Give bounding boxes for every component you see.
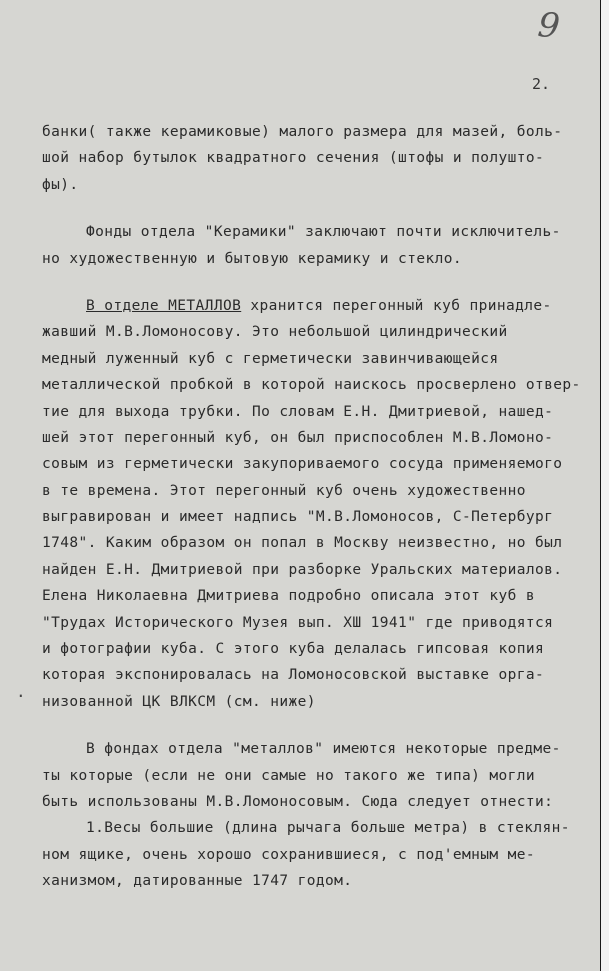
- text-line: найден Е.Н. Дмитриевой при разборке Уральских материалов.: [42, 561, 563, 578]
- text-line: тие для выхода трубки. По словам Е.Н. Дмитриевой, нашед-: [42, 403, 554, 420]
- text-line: ном ящике, очень хорошо сохранившиеся, с под'емным ме-: [42, 846, 536, 863]
- text-line: но художественную и бытовую керамику и стекло.: [42, 250, 462, 267]
- text-line: шой набор бутылок квадратного сечения (штофы и полушто-: [42, 150, 545, 167]
- section-heading-metals: В отделе МЕТАЛЛОВ: [86, 297, 242, 314]
- text-line-rest: хранится перегонный куб принадле-: [241, 297, 552, 314]
- text-line: совым из герметически закупориваемого сосуда применяемого: [42, 456, 563, 473]
- text-line: в те времена. Этот перегонный куб очень художественно: [42, 482, 526, 499]
- text-line: 1748". Каким образом он попал в Москву неизвестно, но был: [42, 535, 563, 552]
- document-body: [42, 119, 582, 916]
- page-number: 2.: [532, 75, 551, 93]
- paper-edge: [601, 0, 609, 971]
- paragraph-metals-fund: [42, 736, 582, 894]
- text-line: фы).: [42, 176, 79, 193]
- list-item-scales: 1.Весы большие (длина рычага больше метра) в стеклян-: [86, 820, 570, 837]
- handwritten-sheet-number: 9: [535, 4, 562, 48]
- text-line: которая экспонировалась на Ломоносовской выставке орга-: [42, 667, 545, 684]
- text-line: шей этот перегонный куб, он был приспособлен М.В.Ломоно-: [42, 429, 554, 446]
- paragraph-ceramics-items: [42, 119, 582, 198]
- text-line: ты которые (если не они самые но такого же типа) могли: [42, 767, 536, 784]
- text-line: медный луженный куб с герметически завинчивающейся: [42, 350, 499, 367]
- text-line: быть использованы М.В.Ломоносовым. Сюда следует отнести:: [42, 793, 554, 810]
- text-line: ханизмом, датированные 1747 годом.: [42, 873, 353, 890]
- text-line: низованной ЦК ВЛКСМ (см. ниже): [42, 693, 316, 710]
- text-line: жавший М.В.Ломоносову. Это небольшой цилиндрический: [42, 324, 508, 341]
- text-line: Фонды отдела "Керамики" заключают почти исключитель-: [86, 224, 561, 241]
- text-line: "Трудах Исторического Музея вып. ХШ 1941" где приводятся: [42, 614, 554, 631]
- paragraph-metals-department: [42, 293, 582, 715]
- text-line: и фотографии куба. С этого куба делалась гипсовая копия: [42, 641, 545, 658]
- paragraph-ceramics-fund: [42, 219, 582, 272]
- text-line: В фондах отдела "металлов" имеются некоторые предме-: [86, 741, 561, 758]
- text-line: Елена Николаевна Дмитриева подробно описала этот куб в: [42, 588, 536, 605]
- text-line: [42, 293, 582, 319]
- text-line: металлической пробкой в которой наискось просверлено отвер-: [42, 377, 581, 394]
- text-line: банки( также керамиковые) малого размера для мазей, боль-: [42, 124, 563, 140]
- margin-mark: .: [16, 682, 26, 701]
- text-line: выгравирован и имеет надпись "М.В.Ломоносов, С-Петербург: [42, 509, 554, 526]
